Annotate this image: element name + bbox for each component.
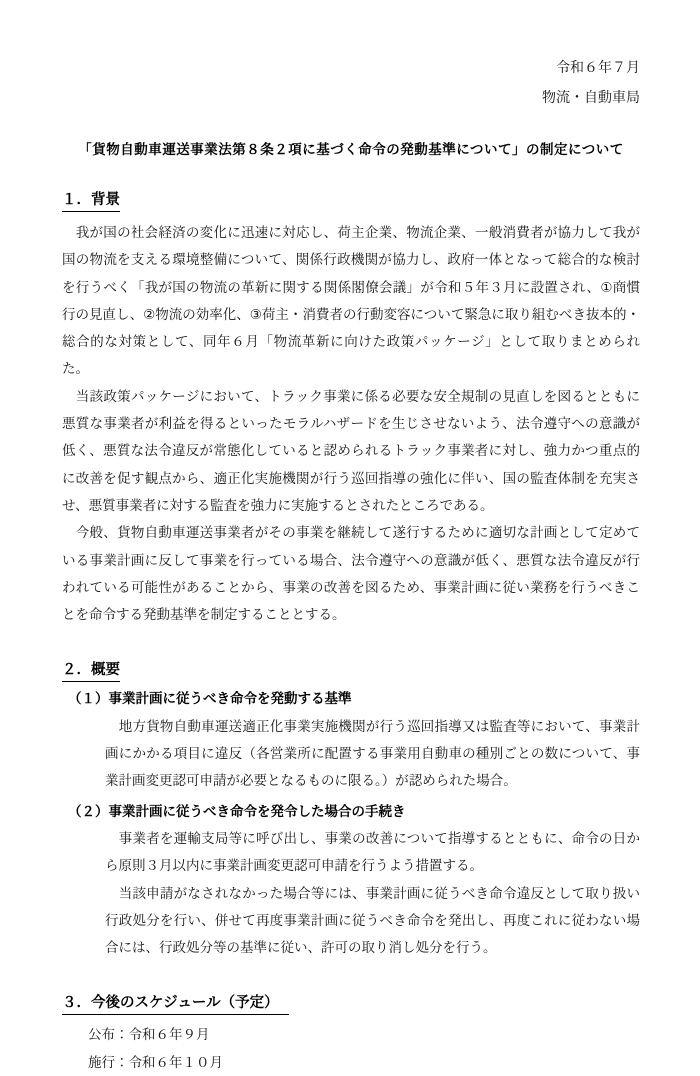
section-background-body bbox=[62, 219, 640, 628]
section-schedule-heading: ３．今後のスケジュール（予定） bbox=[62, 991, 640, 1015]
overview-sub2-heading: （２）事業計画に従うべき命令を発令した場合の手続き bbox=[68, 803, 406, 819]
schedule-list bbox=[88, 1021, 640, 1076]
header-organization: 物流・自動車局 bbox=[542, 89, 640, 105]
schedule-enforcement: 施行：令和６年１０月 bbox=[88, 1054, 223, 1070]
background-paragraph-1: 我が国の社会経済の変化に迅速に対応し、荷主企業、物流企業、一般消費者が協力して我が国の物流を支える環境整備について、関係行政機関が協力し、政府一体となって総合的な検討を行うべく「我が国の物流の革新に関する関係閣僚会議」が令和５年３月に設置され、①商慣行の見直し、②物流の効率化、③荷主・消費者の行動変容について緊急に取り組むべき抜本的・総合的な対策として、同年６月「物流革新に向けた政策パッケージ」として取りまとめられた。 bbox=[62, 225, 640, 377]
section-background-heading: １．背景 bbox=[62, 188, 640, 212]
overview-sub1-paragraph-1: 地方貨物自動車運送適正化事業実施機関が行う巡回指導又は監査等において、事業計画にかかる項目に違反（各営業所に配置する事業用自動車の種別ごとの数について、事業計画変更認可申請が必要となるものに限る。）が認められた場合。 bbox=[105, 718, 640, 789]
overview-sub2-paragraph-1: 事業者を運輸支局等に呼び出し、事業の改善について指導するとともに、命令の日から原則３月以内に事業計画変更認可申請を行うよう措置する。 bbox=[105, 830, 640, 874]
background-paragraph-3: 今般、貨物自動車運送事業者がその事業を継続して遂行するために適切な計画として定めている事業計画に反して事業を行っている場合、法令遵守への意識が低く、悪質な法令違反が行われている可能性があることから、事業の改善を図るため、事業計画に従い業務を行うべきことを命令する発動基準を制定することとする。 bbox=[62, 525, 640, 623]
schedule-promulgation: 公布：令和６年９月 bbox=[88, 1027, 210, 1043]
section-schedule bbox=[62, 991, 640, 1076]
header-date: 令和６年７月 bbox=[556, 59, 640, 75]
section-overview bbox=[62, 658, 640, 961]
overview-sub1-body bbox=[105, 713, 640, 795]
document-header bbox=[62, 52, 640, 112]
section-background bbox=[62, 188, 640, 628]
overview-sub2-body bbox=[105, 825, 640, 961]
overview-sub2-paragraph-2: 当該申請がなされなかった場合等には、事業計画に従うべき命令違反として取り扱い行政処分を行い、併せて再度事業計画に従うべき命令を発出し、再度これに従わない場合には、行政処分等の基準に従い、許可の取り消し処分を行う。 bbox=[105, 885, 640, 956]
background-paragraph-2: 当該政策パッケージにおいて、トラック事業に係る必要な安全規制の見直しを図るとともに悪質な事業者が利益を得るといったモラルハザードを生じさせないよう、法令遵守への意識が低く、悪質な法令違反が常態化していると認められるトラック事業者に対し、強力かつ重点的に改善を促す観点から、適正化実施機関が行う巡回指導の強化に伴い、国の監査体制を充実させ、悪質事業者に対する監査を強力に実施するとされたところである。 bbox=[62, 388, 640, 513]
overview-sub1-heading: （１）事業計画に従うべき命令を発動する基準 bbox=[68, 691, 352, 707]
document-title: 「貨物自動車運送事業法第８条２項に基づく命令の発動基準について」の制定について bbox=[78, 142, 624, 157]
section-overview-heading: ２．概要 bbox=[62, 658, 640, 682]
